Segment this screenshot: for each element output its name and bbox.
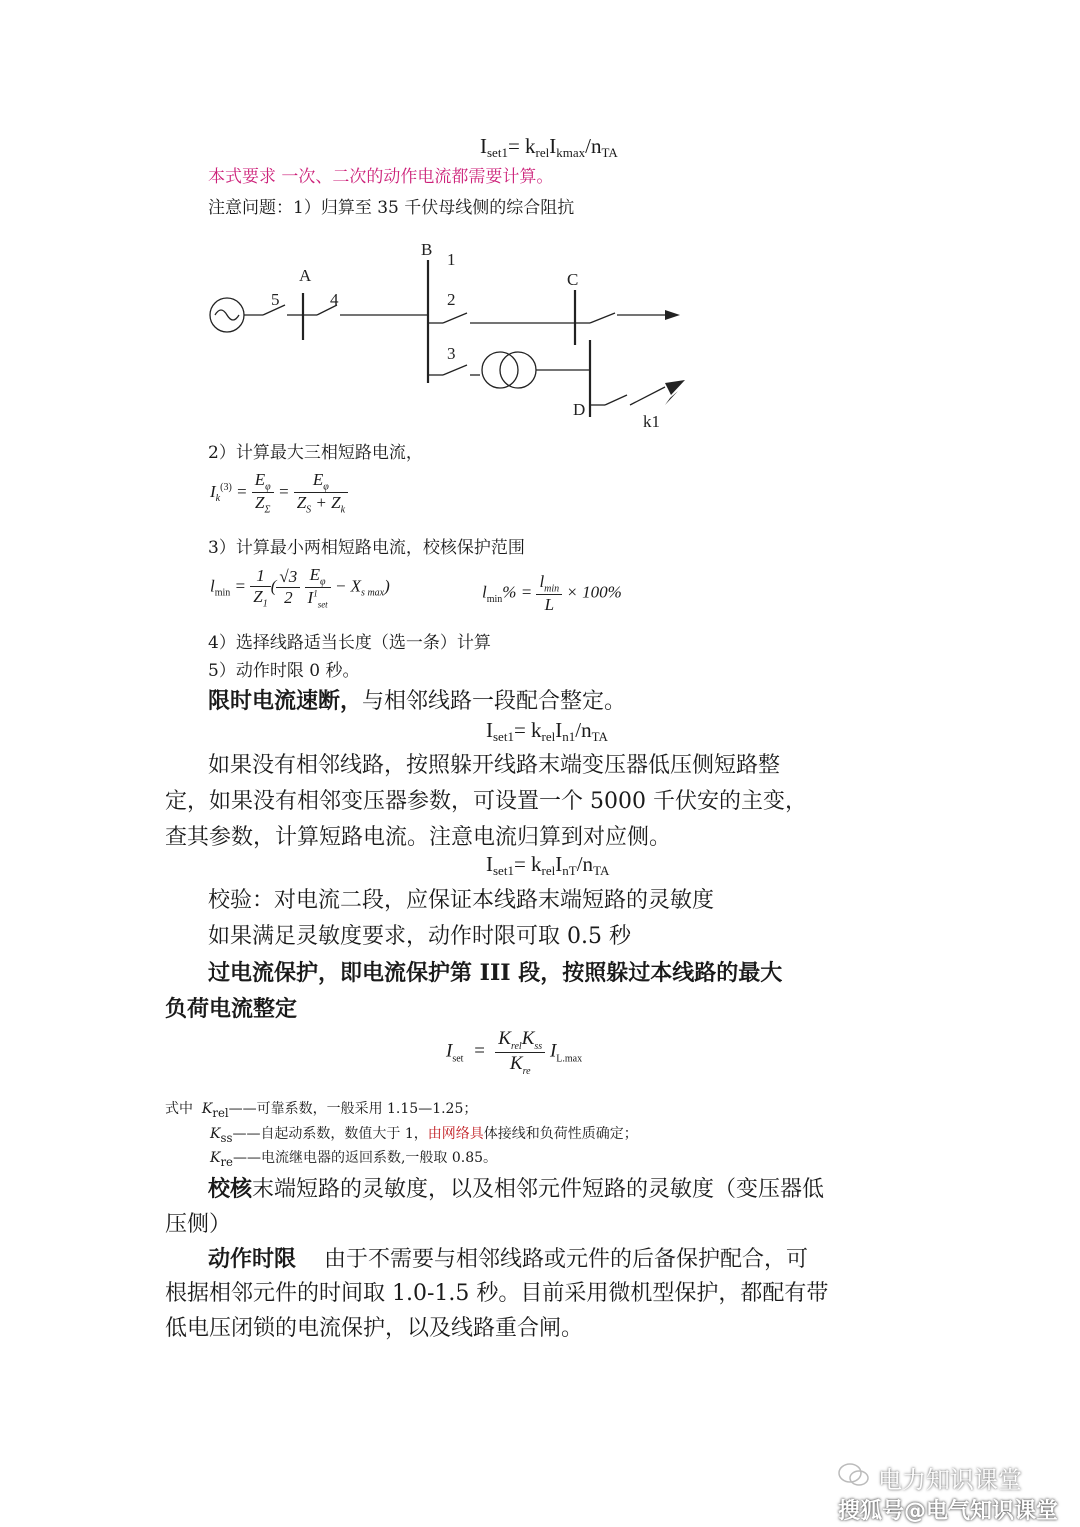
svg-text:4: 4 bbox=[330, 290, 339, 309]
svg-text:B: B bbox=[421, 240, 433, 259]
para-2-line-1: 如果没有相邻线路，按照躲开线路末端变压器低压侧短路整 bbox=[208, 753, 781, 778]
svg-text:k1: k1 bbox=[643, 412, 660, 431]
def-krel: 式中 $K_{rel}——$可靠系数，一般采用 1.15—1.25； bbox=[165, 1101, 478, 1120]
formula-iset1-nt: $I_{set1}= k_{rel}I_{nT}/n_{TA}$ bbox=[486, 852, 610, 878]
formula-iset1-kmax: $I_{set1}= k_{rel}I_{kmax}/n_{TA}$ bbox=[480, 134, 618, 160]
svg-text:A: A bbox=[299, 266, 312, 285]
note-requirement: 本式要求 一次、二次的动作电流都需要计算。 bbox=[208, 167, 554, 187]
formula-ik3: $I_k^{(3)}$ = $\frac{E_\varphi}{Z_\Sigma}$ = $\frac{E_\varphi}{Z_S + Z_k}$ bbox=[210, 470, 348, 516]
note-issue-1: 注意问题：1）归算至 35 千伏母线侧的综合阻抗 bbox=[208, 198, 575, 218]
circuit-diagram bbox=[195, 235, 705, 435]
time-zone-3-line-1: 动作时限 由于不需要与相邻线路或元件的后备保护配合，可 bbox=[208, 1246, 809, 1272]
time-zone-3-line-3: 低电压闭锁的电流保护，以及线路重合闸。 bbox=[165, 1316, 584, 1341]
svg-text:1: 1 bbox=[447, 250, 456, 269]
step-5: 5）动作时限 0 秒。 bbox=[208, 661, 360, 681]
formula-iset-overcurrent: $I_{set}$ = $\frac{K_{rel}K_{ss}}{K_{re}}$ $I_{L.max}$ bbox=[446, 1028, 583, 1077]
svg-text:3: 3 bbox=[447, 344, 456, 363]
step-3: 3）计算最小两相短路电流，校核保护范围 bbox=[208, 538, 525, 558]
formula-lmin: $l_{min}$ = $\frac{1}{Z_1}$ ( $\frac{√3}{2}$ $\frac{E_\varphi}{I^1_{set}}$ − $X_{s max}$) bbox=[210, 565, 390, 610]
formula-iset1-n1: $I_{set1}= k_{rel}I_{n1}/n_{TA}$ bbox=[486, 718, 608, 744]
watermark-channel: 电力知识课堂 bbox=[878, 1466, 1022, 1494]
para-2-line-2: 定，如果没有相邻变压器参数，可设置一个 5000 千伏安的主变， bbox=[165, 789, 807, 814]
section-3-line-2: 负荷电流整定 bbox=[165, 996, 298, 1022]
svg-text:5: 5 bbox=[271, 290, 280, 309]
svg-text:D: D bbox=[573, 400, 586, 419]
def-kss: $K_{ss}——$自起动系数，数值大于 1，由网络具体接线和负荷性质确定； bbox=[210, 1126, 638, 1145]
svg-text:C: C bbox=[567, 270, 579, 289]
section-3-line-1: 过电流保护，即电流保护第 III 段，按照躲过本线路的最大 bbox=[208, 960, 783, 986]
def-kre: $K_{re}——$电流继电器的返回系数,一般取 0.85。 bbox=[210, 1150, 498, 1169]
time-zone-2: 如果满足灵敏度要求，动作时限可取 0.5 秒 bbox=[208, 924, 631, 949]
check-zone-3-line-2: 压侧） bbox=[165, 1212, 232, 1237]
svg-text:2: 2 bbox=[447, 290, 456, 309]
step-2: 2）计算最大三相短路电流， bbox=[208, 443, 423, 463]
watermark-sohu: 搜狐号@电气知识课堂 bbox=[838, 1499, 1059, 1524]
time-zone-3-line-2: 根据相邻元件的时间取 1.0-1.5 秒。目前采用微机型保护，都配有带 bbox=[165, 1281, 829, 1306]
wechat-icon bbox=[838, 1462, 870, 1488]
step-4: 4）选择线路适当长度（选一条）计算 bbox=[208, 633, 491, 653]
para-2-line-3: 查其参数，计算短路电流。注意电流归算到对应侧。 bbox=[165, 825, 672, 850]
check-zone-2: 校验：对电流二段，应保证本线路末端短路的灵敏度 bbox=[208, 888, 715, 913]
check-zone-3-line-1: 校核末端短路的灵敏度，以及相邻元件短路的灵敏度（变压器低 bbox=[208, 1176, 825, 1202]
section-2-heading: 限时电流速断，与相邻线路一段配合整定。 bbox=[208, 688, 627, 714]
formula-lmin-percent: $l_{min}\%$ = $\frac{l_{min}}{L}$ × 100% bbox=[482, 572, 622, 615]
